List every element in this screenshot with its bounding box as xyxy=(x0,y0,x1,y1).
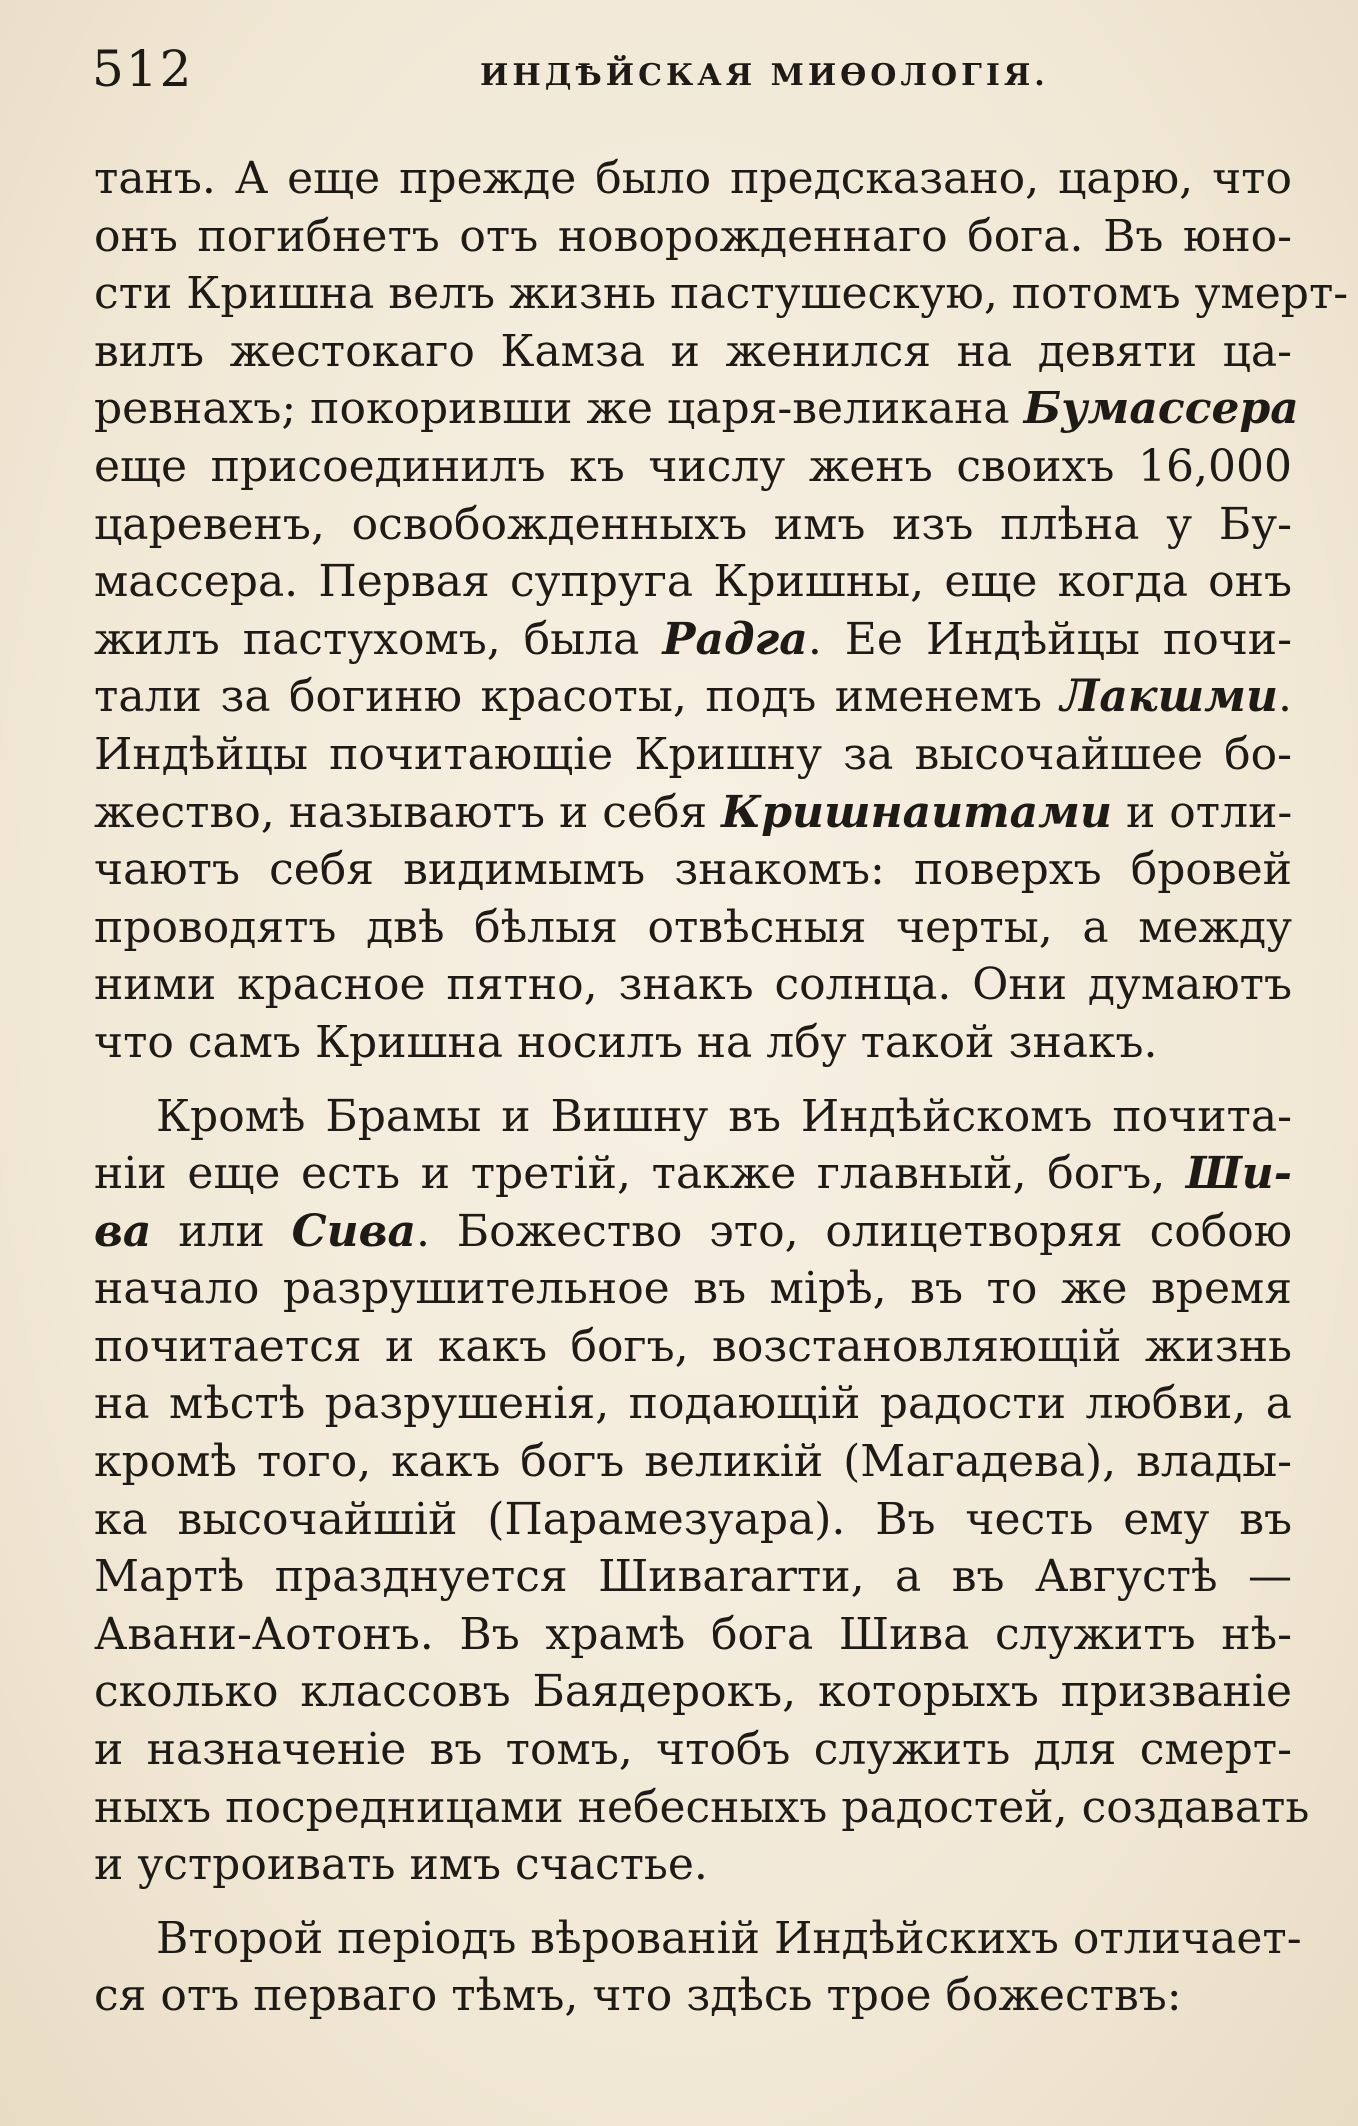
text-line xyxy=(94,611,1292,669)
text-run: онъ погибнетъ отъ новорожденнаго бога. Въ юно- xyxy=(94,210,1292,262)
text-line xyxy=(94,668,1292,726)
emphasized-term: Радга xyxy=(662,613,808,665)
text-line xyxy=(94,1318,1292,1376)
emphasized-term: Лакшми xyxy=(1060,671,1278,723)
text-run: жество, называютъ и себя xyxy=(94,786,722,838)
text-run: на мѣстѣ разрушенія, подающій радости любви, а xyxy=(94,1378,1292,1430)
text-line xyxy=(94,323,1292,381)
text-run: сколько классовъ Баядерокъ, которыхъ призваніе xyxy=(94,1666,1292,1718)
body-text xyxy=(94,150,1349,2025)
text-run: Второй періодъ вѣрованій Индѣйскихъ отличает- xyxy=(156,1912,1302,1964)
text-line xyxy=(94,1491,1292,1549)
text-run: . Ее Индѣйцы почи- xyxy=(807,613,1292,665)
text-line xyxy=(94,1548,1292,1606)
text-line xyxy=(94,1606,1292,1664)
text-line xyxy=(94,208,1292,266)
text-run: вилъ жестокаго Камза и женился на девяти ца- xyxy=(94,325,1292,377)
running-head: ИНДѢЙСКАЯ МИѲОЛОГІЯ. xyxy=(480,58,1049,93)
text-run: почитается и какъ богъ, возстановляющій жизнь xyxy=(94,1320,1292,1372)
text-run: танъ. А еще прежде было предсказано, царю, что xyxy=(94,153,1292,204)
text-line xyxy=(94,1779,1310,1837)
emphasized-term: Бумассера xyxy=(1023,383,1299,435)
text-line xyxy=(94,726,1292,784)
text-run: Авани-Аотонъ. Въ храмѣ бога Шива служитъ нѣ- xyxy=(94,1608,1292,1660)
text-run: проводятъ двѣ бѣлыя отвѣсныя черты, а между xyxy=(94,901,1292,953)
text-line xyxy=(94,438,1292,496)
text-run: еще присоединилъ къ числу женъ своихъ 16,000 xyxy=(94,440,1292,492)
text-line xyxy=(94,1910,1302,1968)
text-run: . Божество это, олицетворяя собою xyxy=(416,1205,1292,1257)
text-line xyxy=(94,1375,1292,1433)
text-run: что самъ Кришна носилъ на лбу такой знакъ. xyxy=(94,1016,1158,1068)
page-number: 512 xyxy=(92,40,194,98)
text-line xyxy=(94,899,1292,957)
text-line xyxy=(94,150,1292,208)
text-run: начало разрушительное въ мірѣ, въ то же время xyxy=(94,1263,1292,1315)
emphasized-term: ва xyxy=(94,1205,152,1257)
text-line xyxy=(94,1088,1292,1146)
text-run: ка высочайшій (Парамезуара). Въ честь ему въ xyxy=(94,1493,1292,1545)
text-line xyxy=(94,1433,1292,1491)
emphasized-term: Кришнаитами xyxy=(721,786,1112,838)
text-line xyxy=(94,1836,1292,1894)
text-run: и устроивать имъ счастье. xyxy=(94,1839,708,1891)
text-run: или xyxy=(151,1205,292,1257)
text-line xyxy=(94,1721,1292,1779)
text-line xyxy=(94,841,1292,899)
emphasized-term: Ши- xyxy=(1185,1148,1292,1200)
text-run: тали за богиню красоты, подъ именемъ xyxy=(94,671,1061,723)
emphasized-term: Сива xyxy=(291,1205,417,1257)
text-run: царевенъ, освобожденныхъ имъ изъ плѣна у Бу- xyxy=(94,498,1292,550)
text-run: сти Кришна велъ жизнь пастушескую, потомъ умерт- xyxy=(94,268,1349,320)
text-run: Кромѣ Брамы и Вишну въ Индѣйскомъ почита- xyxy=(156,1090,1292,1142)
text-line xyxy=(94,553,1292,611)
text-run: ся отъ перваго тѣмъ, что здѣсь трое божествъ: xyxy=(94,1970,1182,2022)
text-run: кромѣ того, какъ богъ великій (Магадева), влады- xyxy=(94,1436,1292,1488)
text-line xyxy=(94,380,1299,438)
text-run: . xyxy=(1278,671,1292,723)
text-run: ревнахъ; покоривши же царя-великана xyxy=(94,383,1024,435)
text-run: ныхъ посредницами небесныхъ радостей, создавать xyxy=(94,1781,1310,1833)
text-line xyxy=(94,784,1292,842)
text-line xyxy=(94,1260,1292,1318)
text-line xyxy=(94,1014,1292,1072)
text-line xyxy=(94,496,1292,554)
text-run: ними красное пятно, знакъ солнца. Они думаютъ xyxy=(94,959,1292,1011)
text-line xyxy=(94,265,1349,323)
text-run: чаютъ себя видимымъ знакомъ: поверхъ бровей xyxy=(94,844,1292,896)
text-line xyxy=(94,1145,1292,1203)
text-run: ніи еще есть и третій, также главный, богъ, xyxy=(94,1148,1186,1200)
text-line xyxy=(94,1663,1292,1721)
text-run: и назначеніе въ томъ, чтобъ служить для смерт- xyxy=(94,1724,1292,1776)
text-line xyxy=(94,956,1292,1014)
text-run: массера. Первая супруга Кришны, еще когда онъ xyxy=(94,556,1292,608)
text-run: Мартѣ празднуется Шивararти, а въ Августѣ — xyxy=(94,1551,1292,1603)
text-line xyxy=(94,1203,1292,1261)
text-run: жилъ пастухомъ, была xyxy=(94,613,663,665)
text-line xyxy=(94,1967,1292,2025)
text-run: и отли- xyxy=(1111,786,1293,838)
text-run: Индѣйцы почитающіе Кришну за высочайшее бо- xyxy=(94,728,1292,780)
